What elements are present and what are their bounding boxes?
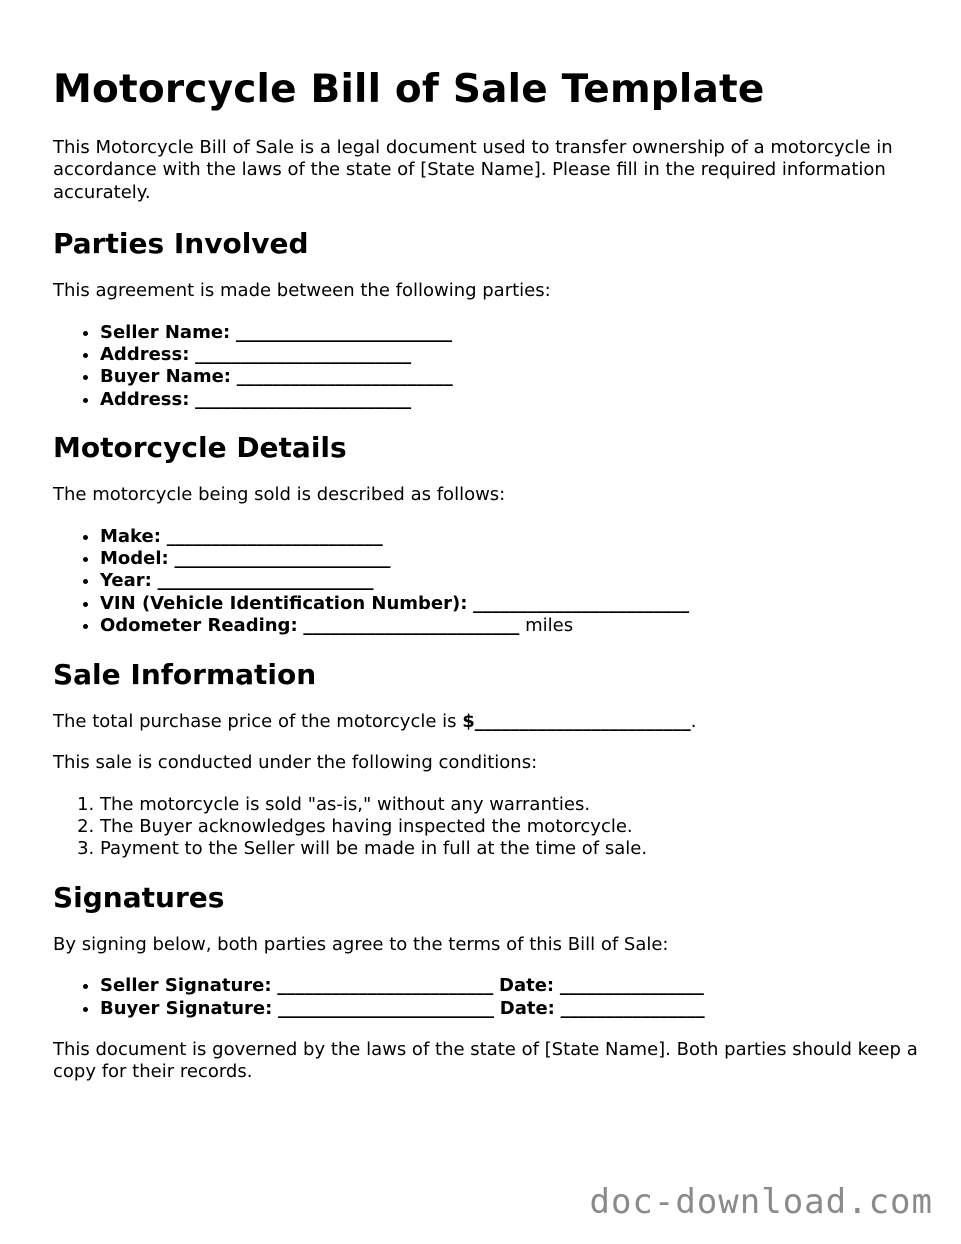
year-blank: ________________________ [157,570,374,592]
list-item: 3. Payment to the Seller will be made in full at the time of sale. [100,838,923,860]
list-item [100,615,923,637]
seller-date-blank: ________________ [559,975,704,997]
sale-heading: Sale Information [53,657,317,691]
buyer-name-blank: ________________________ [236,366,453,388]
odometer-unit: miles [525,615,574,637]
seller-address-blank: ________________________ [195,344,412,366]
price-prefix: The total purchase price of the motorcycle is [53,710,457,732]
odometer-label: Odometer Reading: [100,615,298,637]
list-item [100,344,923,366]
price-paragraph [53,711,923,733]
list-item [100,570,923,592]
price-blank: $________________________ [462,710,691,732]
list-item: 1. The motorcycle is sold "as-is," without any warranties. [100,794,923,816]
motorcycle-heading: Motorcycle Details [53,431,347,465]
buyer-signature-blank: ________________________ [278,997,495,1019]
seller-signature-label: Seller Signature: [100,975,272,997]
parties-lead: This agreement is made between the following parties: [53,280,551,302]
list-item [100,389,923,411]
list-item [100,998,923,1020]
buyer-date-label: Date: [499,997,555,1019]
list-item [100,366,923,388]
page-title: Motorcycle Bill of Sale Template [53,67,765,112]
list-item: 2. The Buyer acknowledges having inspected the motorcycle. [100,816,923,838]
seller-date-label: Date: [499,975,555,997]
document [53,64,923,1103]
closing-paragraph: This document is governed by the laws of the state of [State Name]. Both parties should keep a copy for their records. [53,1038,918,1083]
list-item [100,526,923,548]
make-label: Make: [100,525,161,547]
buyer-address-label: Address: [100,388,190,410]
signatures-list [53,975,923,1020]
watermark: doc-download.com [589,1182,933,1222]
seller-name-blank: ________________________ [235,321,452,343]
buyer-signature-label: Buyer Signature: [100,997,273,1019]
buyer-date-blank: ________________ [560,997,705,1019]
motorcycle-lead: The motorcycle being sold is described as follows: [53,484,506,506]
conditions-lead: This sale is conducted under the following conditions: [53,752,538,774]
parties-heading: Parties Involved [53,227,309,261]
list-item [100,548,923,570]
buyer-name-label: Buyer Name: [100,366,231,388]
parties-list [53,322,923,412]
year-label: Year: [100,570,152,592]
model-blank: ________________________ [174,548,391,570]
list-item [100,593,923,615]
signatures-heading: Signatures [53,880,225,914]
seller-name-label: Seller Name: [100,321,231,343]
signatures-lead: By signing below, both parties agree to the terms of this Bill of Sale: [53,933,669,955]
make-blank: ________________________ [166,525,383,547]
list-item [100,322,923,344]
buyer-address-blank: ________________________ [195,388,412,410]
conditions-list [53,794,923,861]
vin-label: VIN (Vehicle Identification Number): [100,592,468,614]
list-item [100,975,923,997]
odometer-blank: ________________________ [303,615,520,637]
vin-blank: ________________________ [473,592,690,614]
seller-address-label: Address: [100,344,190,366]
price-suffix: . [690,710,697,732]
motorcycle-list [53,526,923,638]
model-label: Model: [100,548,169,570]
seller-signature-blank: ________________________ [277,975,494,997]
intro-paragraph: This Motorcycle Bill of Sale is a legal document used to transfer ownership of a motorcycle in accordance with the laws of the state of [State Name]. Please fill in the required information accurately. [53,137,893,203]
